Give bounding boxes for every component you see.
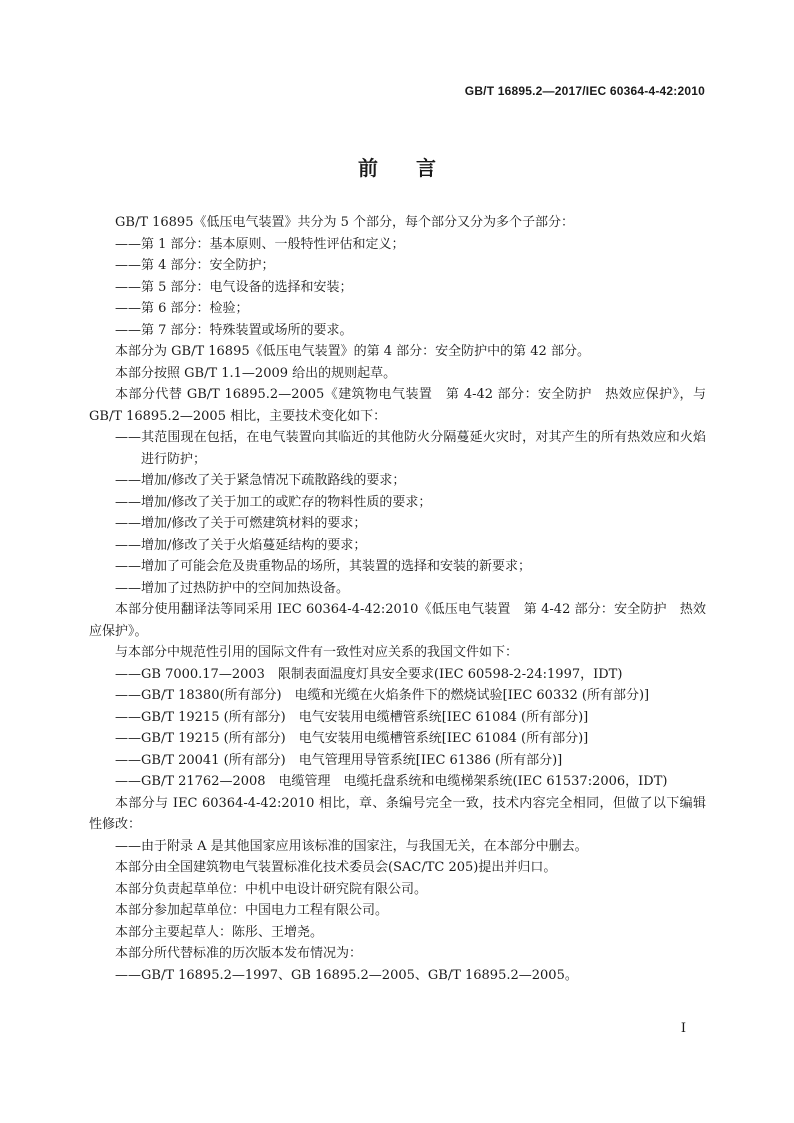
list-item: ——增加了过热防护中的空间加热设备。 bbox=[115, 580, 350, 596]
list-item: ——第 7 部分：特殊装置或场所的要求。 bbox=[115, 322, 353, 338]
list-item: ——增加/修改了关于加工的或贮存的物料性质的要求； bbox=[115, 494, 432, 510]
body-paragraph: 本部分为 GB/T 16895《低压电气装置》的第 4 部分：安全防护中的第 42 部分。 bbox=[115, 344, 590, 359]
body-paragraph: 本部分参加起草单位：中国电力工程有限公司。 bbox=[115, 903, 389, 918]
body-paragraph: GB/T 16895《低压电气装置》共分为 5 个部分，每个部分又分为多个子部分： bbox=[115, 215, 575, 230]
list-item: ——第 5 部分：电气设备的选择和安装； bbox=[115, 279, 353, 295]
list-item: ——增加/修改了关于可燃建筑材料的要求； bbox=[115, 516, 367, 531]
standard-code-header: GB/T 16895.2—2017/IEC 60364-4-42:2010 bbox=[464, 84, 705, 98]
list-item: ——GB 7000.17—2003 限制表面温度灯具安全要求(IEC 60598-2-24:1997，IDT) bbox=[115, 666, 623, 682]
body-paragraph: 本部分使用翻译法等同采用 IEC 60364-4-42:2010《低压电气装置 第 4-42 部分：安全防护 热效应保护》。 bbox=[89, 602, 706, 639]
list-item: ——GB/T 21762—2008 电缆管理 电缆托盘系统和电缆梯架系统(IEC 61537:2006，IDT) bbox=[115, 774, 668, 789]
body-paragraph: 本部分与 IEC 60364-4-42:2010 相比，章、条编号完全一致，技术内容完全相同，但做了以下编辑性修改： bbox=[89, 795, 706, 832]
foreword-body bbox=[89, 212, 706, 986]
list-item: ——GB/T 16895.2—1997、GB 16895.2—2005、GB/T 16895.2—2005。 bbox=[115, 967, 578, 983]
list-item: ——增加/修改了关于火焰蔓延结构的要求； bbox=[115, 537, 367, 553]
body-paragraph: 本部分代替 GB/T 16895.2—2005《建筑物电气装置 第 4-42 部分：安全防护 热效应保护》，与 GB/T 16895.2—2005 相比，主要技术变化如下： bbox=[89, 387, 706, 424]
list-item: ——GB/T 18380(所有部分) 电缆和光缆在火焰条件下的燃烧试验[IEC 60332 (所有部分)] bbox=[115, 688, 650, 703]
list-item: ——第 6 部分：检验； bbox=[115, 301, 249, 316]
body-paragraph: 本部分由全国建筑物电气装置标准化技术委员会(SAC/TC 205)提出并归口。 bbox=[115, 860, 557, 875]
body-paragraph: 本部分负责起草单位：中机中电设计研究院有限公司。 bbox=[115, 881, 428, 897]
page-number: I bbox=[680, 1021, 686, 1036]
list-item: ——其范围现在包括，在电气装置向其临近的其他防火分隔蔓延火灾时，对其产生的所有热效应和火焰进行防护； bbox=[115, 430, 706, 467]
body-paragraph: 本部分所代替标准的历次版本发布情况为： bbox=[115, 946, 363, 961]
body-paragraph: 本部分按照 GB/T 1.1—2009 给出的规则起草。 bbox=[115, 365, 397, 381]
list-item: ——增加了可能会危及贵重物品的场所，其装置的选择和安装的新要求； bbox=[115, 559, 532, 574]
list-item: ——GB/T 20041 (所有部分) 电气管理用导管系统[IEC 61386 (所有部分)] bbox=[115, 752, 563, 768]
body-paragraph: 本部分主要起草人：陈彤、王增尧。 bbox=[115, 924, 324, 940]
page-title: 前言 bbox=[358, 156, 474, 180]
list-item: ——第 4 部分：安全防护； bbox=[115, 258, 275, 273]
body-paragraph: 与本部分中规范性引用的国际文件有一致性对应关系的我国文件如下： bbox=[115, 645, 519, 660]
list-item: ——GB/T 19215 (所有部分) 电气安装用电缆槽管系统[IEC 61084 (所有部分)] bbox=[115, 709, 589, 725]
list-item: ——由于附录 A 是其他国家应用该标准的国家注，与我国无关，在本部分中删去。 bbox=[115, 838, 588, 854]
list-item: ——第 1 部分：基本原则、一般特性评估和定义； bbox=[115, 236, 405, 252]
list-item: ——增加/修改了关于紧急情况下疏散路线的要求； bbox=[115, 473, 406, 488]
list-item: ——GB/T 19215 (所有部分) 电气安装用电缆槽管系统[IEC 61084 (所有部分)] bbox=[115, 731, 589, 746]
